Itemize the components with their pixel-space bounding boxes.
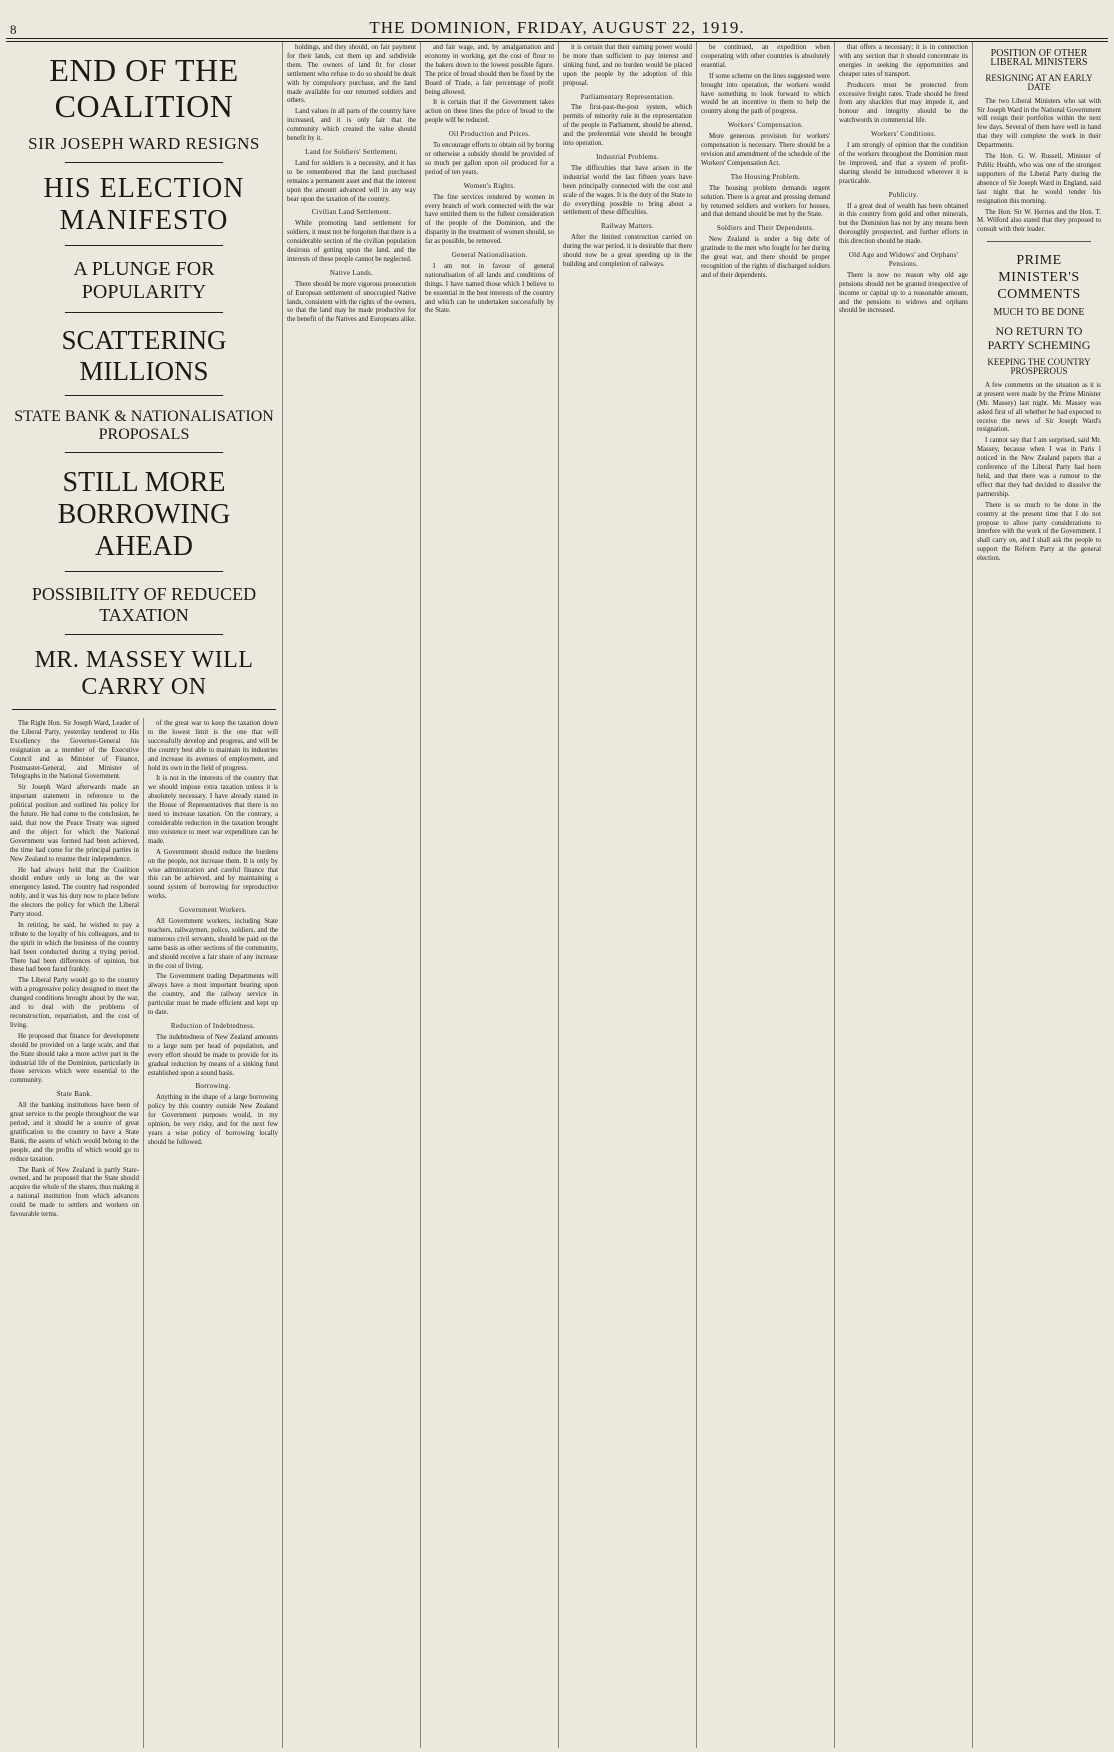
subhead-state-bank: State Bank. [56,1090,93,1099]
subhead: Land for Soldiers' Settlement. [305,147,398,156]
lead-column-1: The Right Hon. Sir Joseph Ward, Leader of the Liberal Party, yesterday tendered to His Excellency the Governor-General his resignation as a member of the Executive Council and as Minister of Finance, Postmaster-General, and Minister of Telegraphs in the National Government. Sir Joseph Ward afterwards made an important statement in reference to the political position and outlined his policy for the future. He had come to the conclusion, he said, that now the Peace Treaty was signed and the object for which the National Government was formed had been achieved, the time had come for the principal parties in New Zealand to resume their independence. He had always held that the Coalition should endure only so long as the war emergency lasted. The country had responded nobly, and it was his duty now to place before the electors the policy for which the Liberal Party stood. In retiring, he said, he wished to pay a tribute to the loyalty of his colleagues, and to the spirit in which the business of the country had been conducted during a trying period. There had been differences of opinion, but these had been faced frankly. The Liberal Party would go to the country with a progressive policy designed to meet the changed conditions brought about by the war, and to deal with the problems of reconstruction, repatriation, and the cost of living. He proposed that finance for development should be provided on a large scale, and that the State should take a more active part in the industrial life of the Dominion, particularly in those services which were essential to the community. State Bank. All the banking institutions have been of great service to the people throughout the war period, and it should be a source of great gratification to the country to have a State Bank, the assets of which would belong to the people, and the profits of which would go to reduce taxation. The Bank of New Zealand is partly State-owned, and he proposed that the State should acquire the whole of the shares, thus making it a national institution from which advances could be made to settlers and workers on favourable terms. [6,718,144,1748]
subhead: Industrial Problems. [596,152,659,161]
headline-sub-1: SIR JOSEPH WARD RESIGNS [28,134,260,153]
subhead: Workers' Conditions. [870,130,937,139]
lead-opening: The Right Hon. Sir Joseph Ward, Leader of the Liberal Party, yesterday tendered to His Excellency the Governor-General his resignation as a member of the Executive Council and as Minister of Finance, Postmaster-General, and Minister of Telegraphs in the National Government. [10,720,139,781]
subhead: Reduction of Indebtedness. [170,1022,256,1030]
headline-sub-6: STILL MORE BORROWING AHEAD [57,467,231,562]
subhead: Native Lands. [329,268,374,277]
subhead: Borrowing. [195,1082,231,1091]
lead-headlines [6,42,282,718]
article-columns [6,42,1108,1748]
subhead: Soldiers and Their Dependents. [716,224,815,233]
headline-main: END OF THE COALITION [49,52,239,124]
subhead: Railway Matters. [600,222,654,231]
subhead: Women's Rights. [463,181,516,190]
lead-column-2: of the great war to keep the taxation down to the lowest limit is the one that will successfully develop and progress, and will be the country best able to maintain its industries and increase its avenues of employment, and hold its own in the field of progress. It is not in the interests of the country that we should impose extra taxation unless it is absolutely necessary. I have already stated in the House of Representatives that there is no need to increase taxation. On the contrary, a considerable reduction in the taxation brought into existence to meet war expenditure can be made. A Government should reduce the burdens on the people, not increase them. It is only by wise administration and careful finance that this can be achieved, and by maintaining a sound system of borrowing for reproductive works. Government Workers. All Government workers, including State teachers, railwaymen, police, soldiers, and the numerous civil servants, should be paid on the same basis as other sections of the community, and should receive a fair share of any increase in the cost of living. The Government trading Departments will always have a most important bearing upon the country, and the railway service in particular must be made efficient and kept up to date. Reduction of Indebtedness. The indebtedness of New Zealand amounts to a large sum per head of population, and every effort should be made to provide for its gradual reduction by means of a sinking fund established upon a sound basis. Borrowing. Anything in the shape of a large borrowing policy by this country outside New Zealand for Government purposes would, in my opinion, be very risky, and for the next few years a wise policy of borrowing locally should be followed. [148,720,278,1146]
column-6: be continued, an expedition when cooperating with other countries is absolutely essential. If some scheme on the lines suggested were brought into operation, the workers would have something to look forward to which would be an incentive to them to help the country along the path of progress. Workers' Compensation. More generous provision for workers' compensation is necessary. There should be a revision and amendment of the schedule of the Workers' Compensation Act. The Housing Problem. The housing problem demands urgent solution. There is a great and pressing demand by returned soldiers and workers for houses, and that demand should be met by the State. Soldiers and Their Dependents. New Zealand is under a big debt of gratitude to the men who fought for her during the great war, and there should be proper recognition of the rights of discharged soldiers and of their dependents. [697,42,835,1748]
subhead: Government Workers. [179,906,247,915]
subhead: Civilian Land Settlement. [311,208,392,217]
side-headlines-ministers: POSITION OF OTHER LIBERAL MINISTERS RESIGNING AT AN EARLY DATE [985,48,1093,92]
headline-sub-4: SCATTERING MILLIONS [61,325,227,386]
column-7: that offers a necessary; it is in connection with any section that it should concentrate its energies in seeking the opportunities and cheaper rates of transport. Producers must be protected from excessive freight rates. Trade should be freed from any shackles that may impede it, and honour and integrity should be the watchwords in commercial life. Workers' Conditions. I am strongly of opinion that the condition of the workers throughout the Dominion must be improved, and that a system of profit-sharing should be introduced wherever it is practicable. Publicity. If a great deal of wealth has been obtained in this country from gold and other minerals, but the Dominion has not by any means been thoroughly prospected, and further efforts in this direction should be made. Old Age and Widows' and Orphans' Pensions. There is now no reason why old age pensions should not be granted irrespective of income or capital up to a reasonable amount, and the pensions to widows and orphans should be increased. [835,42,973,1748]
headline-sub-5: STATE BANK & NATIONALISATION PROPOSALS [14,408,274,443]
column-4: and fair wage, and, by amalgamation and economy in working, get the cost of flour to the bakers down to the lowest possible figure. The price of bread should then be fixed by the Board of Trade, a fair percentage of profit being allowed. It is certain that if the Government takes action on these lines the price of bread to the people will be reduced. Oil Production and Prices. To encourage efforts to obtain oil by boring or otherwise a subsidy should be provided of so much per gallon upon oil produced for a period of ten years. Women's Rights. The fine services rendered by women in every branch of work connected with the war have entitled them to the fullest consideration of the people of the Dominion, and the disparity in the treatment of women should, so far as possible, be removed. General Nationalisation. I am not in favour of general nationalisation of all lands and conditions of things. I have named those which I believe to be essential in the best interests of the country and which can be undertaken successfully by the State. [421,42,559,1748]
masthead [6,4,1108,39]
column-8: POSITION OF OTHER LIBERAL MINISTERS RESIGNING AT AN EARLY DATE The two Liberal Ministers who sat with Sir Joseph Ward in the National Government will resign their portfolios within the next few days. Several of them have well in hand that they will complete the work in their Departments. The Hon. G. W. Russell, Minister of Public Health, who was one of the strongest supporters of the Liberal Party during the absence of Sir Joseph Ward in England, said last night that he would tender his resignation this morning. The Hon. Sir W. Herries and the Hon. T. M. Wilford also stated that they proposed to consult with their leader. PRIME MINISTER'S COMMENTS MUCH TO BE DONE NO RETURN TO PARTY SCHEMING KEEPING THE COUNTRY PROSPEROUS A few comments on the situation as it is at present were made by the Prime Minister (Mr. Massey) last night. Mr. Massey was asked first of all whether he had expected to receive the news of Sir Joseph Ward's resignation. I cannot say that I am surprised, said Mr. Massey, because when I was in Paris I noticed in the New Zealand papers that a conference of the Liberal Party had been held, and that there was a rumour to the effect that they had decided to dissolve the partnership. There is so much to be done in the country at the present time that I do not propose to allow party considerations to interfere with the work of the Government. I shall carry on, and I shall ask the people to support the Reform Party at the general election. [977,48,1101,563]
column-5: it is certain that their earning power would be more than sufficient to pay interest and sinking fund, and no burden would be placed upon the people by the adoption of this proposal. Parliamentary Representation. The first-past-the-post system, which permits of minority rule in the representation of the people in Parliament, should be altered, and the preferential vote should be brought into operation. Industrial Problems. The difficulties that have arisen in the industrial world the last fifteen years have been principally connected with the cost and scale of the wages. It is the duty of the State to do everything possible to bring about a settlement of these difficulties. Railway Matters. After the limited construction carried on during the war period, it is desirable that there should now be a great speeding up in the building and completion of railways. [559,42,697,1748]
headline-sub-7: POSSIBILITY OF REDUCED TAXATION [31,584,257,625]
subhead: Old Age and Widows' and Orphans' Pensions. [848,251,959,268]
headline-sub-2: HIS ELECTION MANIFESTO [43,173,245,236]
subhead: Publicity. [888,190,919,199]
headline-sub-8: MR. MASSEY WILL CARRY ON [34,647,254,700]
subhead: General Nationalisation. [451,251,528,260]
newspaper-title: THE DOMINION, FRIDAY, AUGUST 22, 1919. [369,18,745,37]
subhead: Workers' Compensation. [727,121,804,130]
subhead: The Housing Problem. [730,172,801,181]
lead-article [6,42,283,1748]
side-headlines-prime-minister: PRIME MINISTER'S COMMENTS MUCH TO BE DONE NO RETURN TO PARTY SCHEMING KEEPING THE COUNTRY PROSPEROUS [987,253,1091,377]
page-number: 8 [10,22,17,37]
column-3: holdings, and they should, on fair payment for their lands, cut them up and subdivide them. The owners of land fit for closer settlement who refuse to do so should be dealt with by compulsory purchase, and the land made available for our returned soldiers and others. Land values in all parts of the country have increased, and it is only fair that the community which created the value should benefit by it. Land for Soldiers' Settlement. Land for soldiers is a necessity, and it has to be remembered that the land purchased remains a permanent asset and that the interest upon the amount advanced will in any way bear upon the taxation of the country. Civilian Land Settlement. While promoting land settlement for soldiers, it must not be forgotten that there is a considerable section of the civilian population desirous of getting upon the land, and the interests of these people cannot be neglected. Native Lands. There should be more vigorous prosecution of European settlement of unoccupied Native lands, consistent with the rights of the owners, so that the land may be made productive for the benefit of the Natives and Europeans alike. [283,42,421,1748]
headline-sub-3: A PLUNGE FOR POPULARITY [73,258,215,303]
subhead: Oil Production and Prices. [448,130,531,139]
subhead: Parliamentary Representation. [580,92,675,101]
